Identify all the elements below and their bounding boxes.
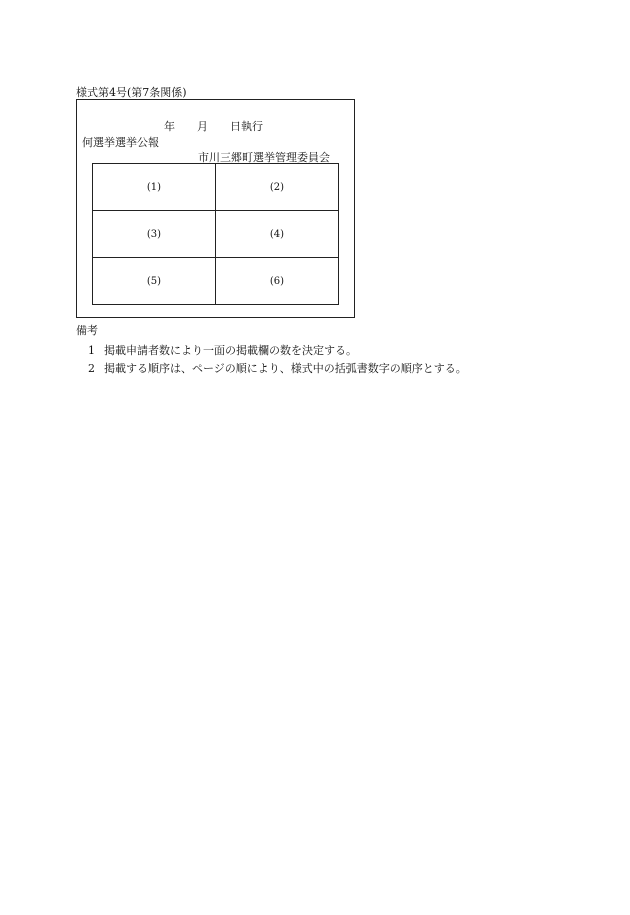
grid-cell: (2) [216,164,339,211]
candidate-column-grid [92,163,339,305]
remark-item [88,342,357,358]
grid-cell: (5) [93,258,216,305]
committee-name: 市川三郷町選挙管理委員会 [198,151,330,164]
grid-cell: (1) [93,164,216,211]
publication-title: 何選挙選挙公報 [82,136,159,149]
election-date-line: 年 月 日執行 [164,120,263,133]
remark-text: 掲載する順序は、ページの順により、様式中の括弧書数字の順序とする。 [104,362,467,375]
remark-number: 2 [88,362,95,375]
remark-text: 掲載申請者数により一面の掲載欄の数を決定する。 [104,344,357,357]
remarks-heading: 備考 [76,324,98,337]
grid-row [93,164,339,211]
grid-row [93,211,339,258]
grid-cell: (4) [216,211,339,258]
remark-number: 1 [88,344,95,357]
form-number-title: 様式第4号(第7条関係) [76,86,187,99]
grid-cell: (6) [216,258,339,305]
remark-item [88,360,467,376]
grid-row [93,258,339,305]
grid-cell: (3) [93,211,216,258]
